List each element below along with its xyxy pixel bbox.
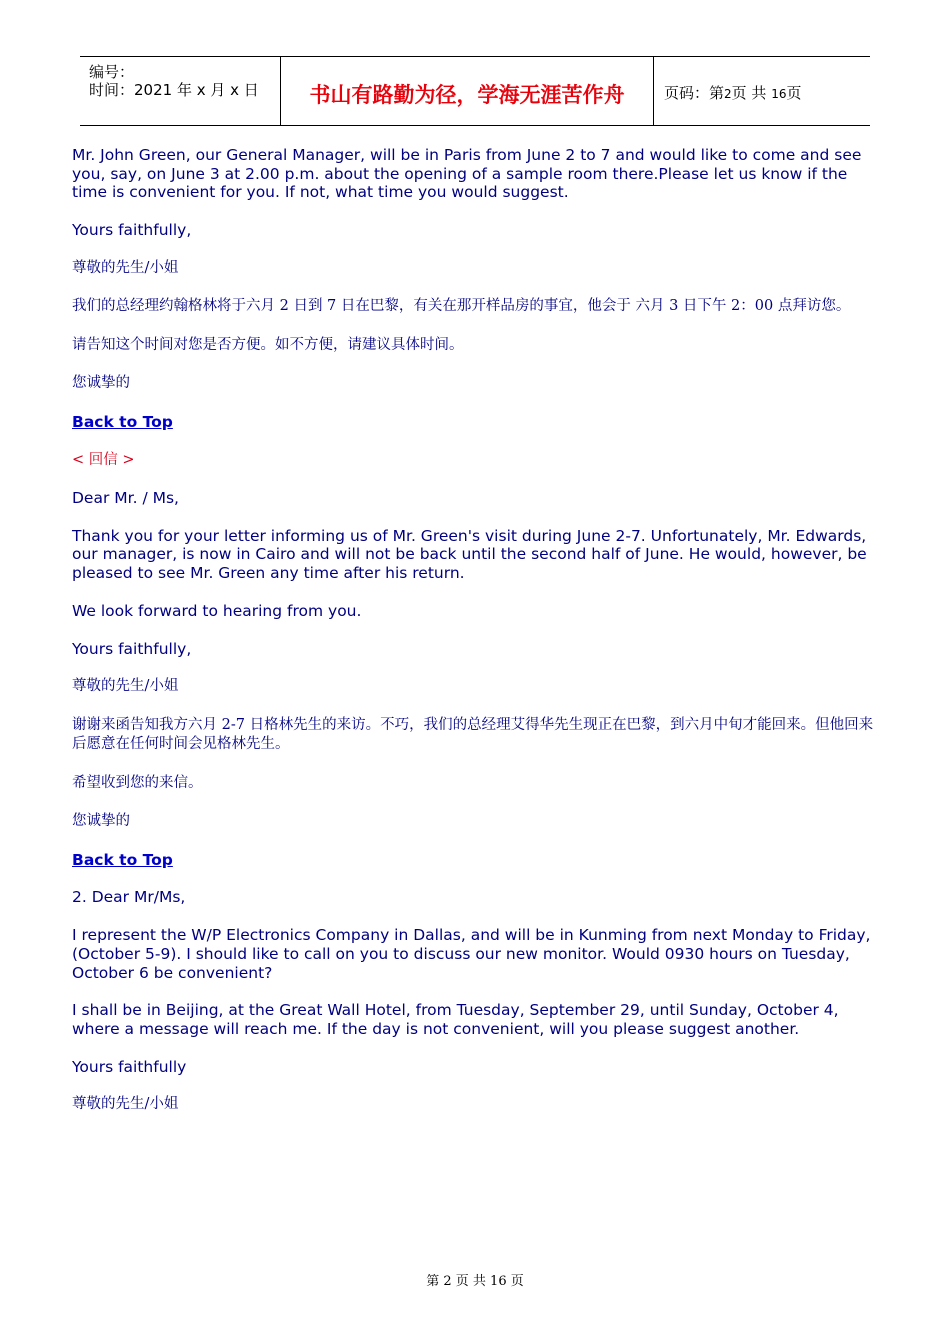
document-number-label: 编号： — [89, 63, 135, 81]
page-prefix: 页码：第 — [664, 84, 725, 102]
document-body — [72, 146, 884, 1134]
closing-cn: 您诚挚的 — [72, 813, 130, 830]
letter-paragraph-cn: 谢谢来函告知我方六月 2-7 日格林先生的来访。不巧，我们的总经理艾得华先生现正在巴黎，到六月中旬才能回来。但他回来后愿意在任何时间会见格林先生。 — [72, 716, 874, 753]
letter-paragraph: I represent the W/P Electronics Company in Dallas, and will be in Kunming from next Monday to Friday, (October 5-9). I should like to call on you to discuss our new monitor. Would 0930 hours on Tuesday, October 6 be convenient? — [72, 926, 871, 982]
closing-cn: 您诚挚的 — [72, 375, 130, 392]
document-date-label: 时间：2021 年 x 月 x 日 — [89, 81, 259, 99]
page-middle: 页 共 — [731, 84, 767, 102]
header-motto-cell — [281, 57, 654, 125]
page-current: 2 — [724, 87, 732, 101]
back-to-top-link[interactable]: Back to Top — [72, 850, 173, 869]
letter-paragraph-cn: 希望收到您的来信。 — [72, 774, 203, 791]
letter-paragraph: Thank you for your letter informing us of Mr. Green's visit during June 2-7. Unfortunately, Mr. Edwards, our manager, is now in Cairo and will not be back until the second half of June. He would, however, be pleased to see Mr. Green any time after his return. — [72, 526, 867, 583]
header-page-cell — [655, 57, 870, 125]
salutation: Dear Mr. / Ms, — [72, 489, 179, 508]
back-to-top-link[interactable]: Back to Top — [72, 412, 173, 431]
salutation: 2. Dear Mr/Ms, — [72, 888, 186, 907]
letter-paragraph-cn: 请告知这个时间对您是否方便。如不方便，请建议具体时间。 — [72, 336, 464, 353]
page-suffix: 页 — [786, 84, 802, 102]
letter-paragraph: Mr. John Green, our General Manager, will be in Paris from June 2 to 7 and would like to come and see you, say, on June 3 at 2.00 p.m. about the opening of a sample room there.Please let us know if the time is convenient for you. If not, what time you would suggest. — [72, 146, 862, 202]
header-page-indicator — [664, 82, 802, 103]
salutation-cn: 尊敬的先生/小姐 — [72, 259, 179, 276]
closing: Yours faithfully, — [72, 221, 192, 240]
salutation-cn: 尊敬的先生/小姐 — [72, 1096, 179, 1113]
closing: Yours faithfully, — [72, 639, 192, 658]
letter-paragraph-cn: 我们的总经理约翰格林将于六月 2 日到 7 日在巴黎，有关在那开样品房的事宜，他会于 六月 3 日下午 2：00 点拜访您。 — [72, 298, 851, 315]
header-motto: 书山有路勤为径，学海无涯苦作舟 — [309, 82, 625, 107]
letter-paragraph: We look forward to hearing from you. — [72, 601, 362, 620]
salutation-cn: 尊敬的先生/小姐 — [72, 678, 179, 695]
reply-heading: < 回信 > — [72, 451, 135, 468]
closing: Yours faithfully — [72, 1057, 187, 1076]
page-header — [80, 56, 870, 126]
letter-paragraph: I shall be in Beijing, at the Great Wall Hotel, from Tuesday, September 29, until Sunday, October 4, where a message will reach me. If the day is not convenient, will you please suggest another. — [72, 1001, 839, 1038]
header-info-cell — [80, 57, 281, 125]
page-total: 16 — [771, 87, 787, 101]
page-footer: 第 2 页 共 16 页 — [426, 1274, 524, 1289]
